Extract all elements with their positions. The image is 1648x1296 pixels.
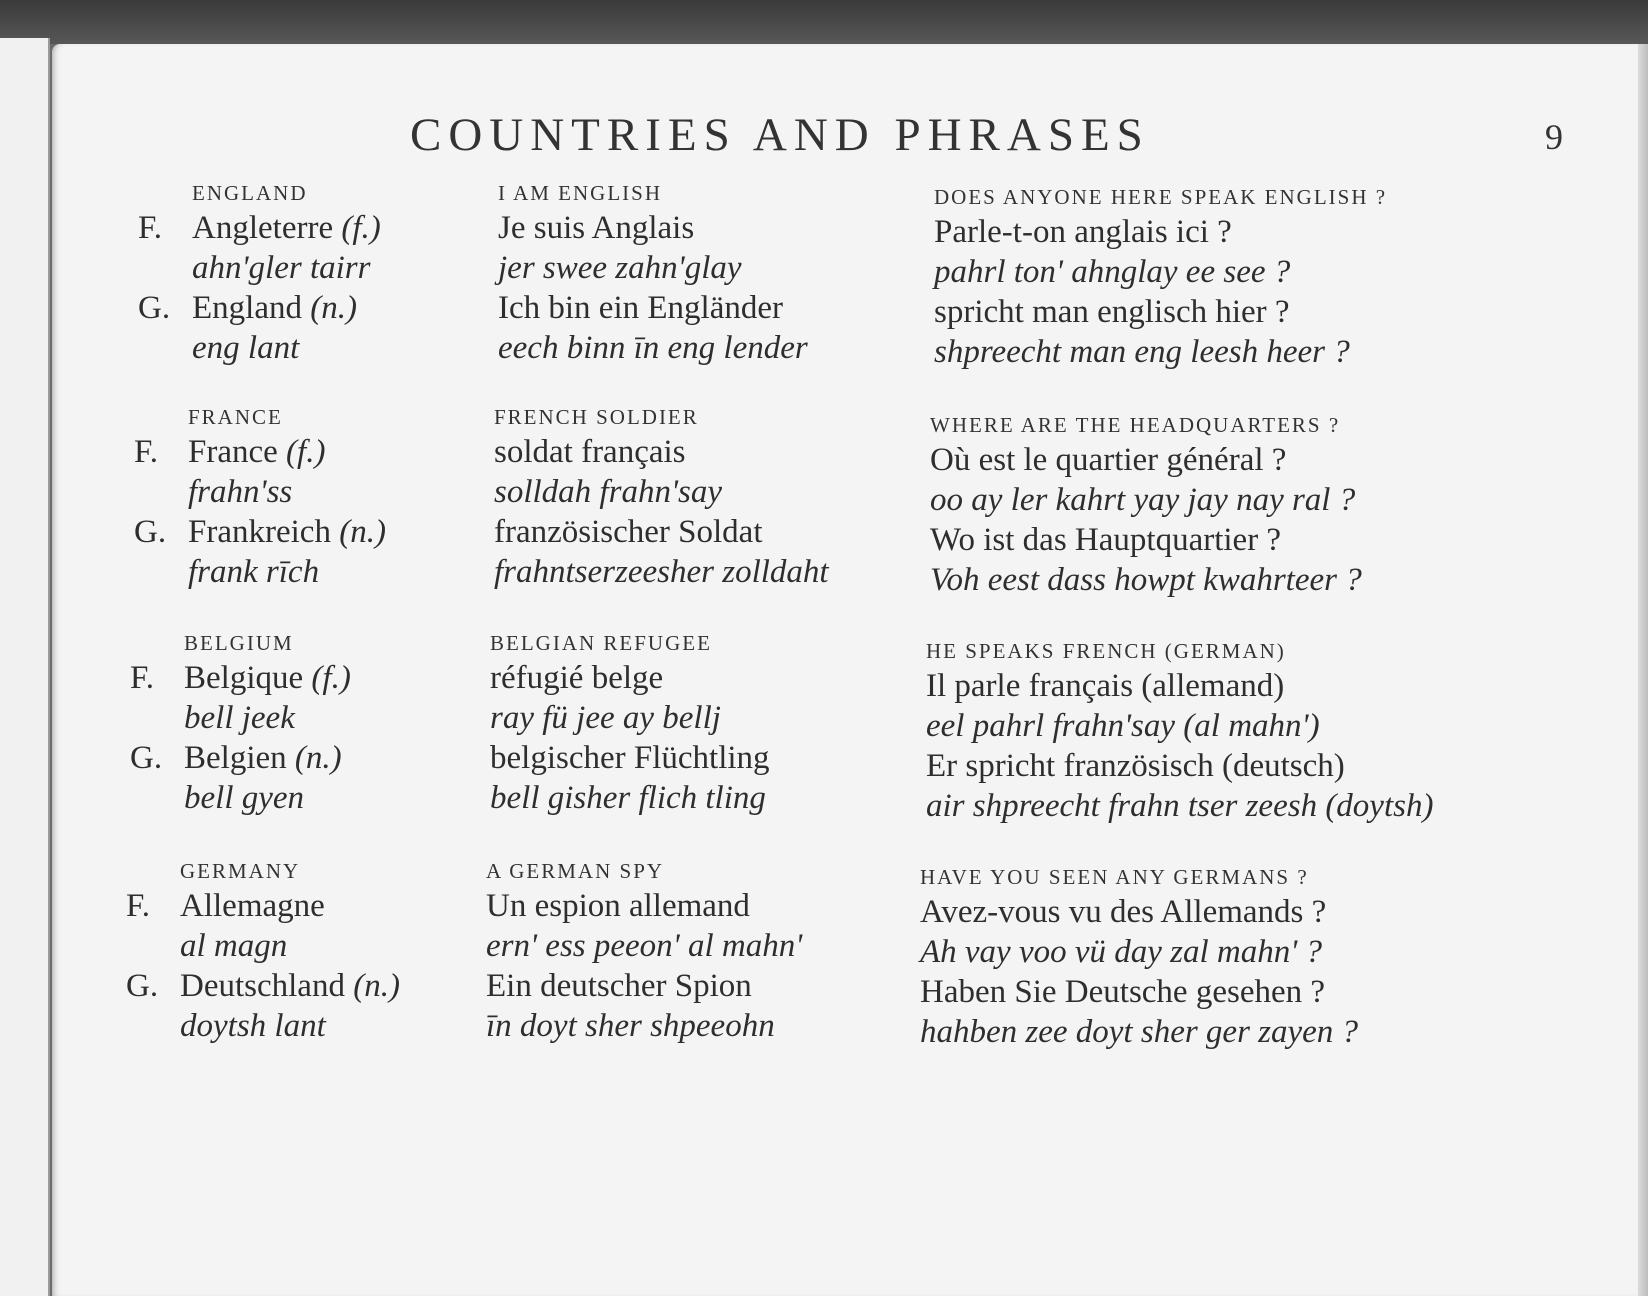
french-phrase: Je suis Anglais bbox=[498, 210, 695, 246]
french-word: France bbox=[188, 434, 278, 470]
french-gender: (f.) bbox=[286, 434, 326, 470]
german-pronunciation: Voh eest dass howpt kwahrteer ? bbox=[930, 562, 1362, 598]
german-label: G. bbox=[134, 514, 167, 550]
german-line bbox=[134, 512, 386, 552]
german-word: England bbox=[192, 290, 302, 326]
german-pronunciation: hahben zee doyt sher ger zayen ? bbox=[920, 1014, 1359, 1050]
page-title: COUNTRIES AND PHRASES bbox=[410, 109, 1150, 161]
german-label: G. bbox=[138, 290, 171, 326]
country-entry-england bbox=[138, 178, 381, 368]
french-pronunciation: ray fü jee ay bellj bbox=[490, 700, 721, 736]
phrase-entry-seen-germans bbox=[920, 862, 1358, 1052]
french-phrase: Parle-t-on anglais ici ? bbox=[934, 214, 1232, 250]
entry-heading: BELGIUM bbox=[184, 631, 294, 655]
german-gender: (n.) bbox=[294, 740, 342, 776]
facing-page-edge bbox=[0, 38, 50, 1296]
country-entry-belgium bbox=[130, 628, 351, 818]
german-label: G. bbox=[130, 740, 163, 776]
french-phrase: Où est le quartier général ? bbox=[930, 442, 1287, 478]
french-pronunciation: eel pahrl frahn'say (al mahn') bbox=[926, 708, 1320, 744]
french-phrase: Avez-vous vu des Allemands ? bbox=[920, 894, 1327, 930]
phrase-entry-french-soldier bbox=[494, 402, 829, 592]
german-phrase: französischer Soldat bbox=[494, 514, 763, 550]
entry-heading: I AM ENGLISH bbox=[498, 181, 662, 205]
german-pronunciation: doytsh lant bbox=[180, 1008, 326, 1044]
french-word: Belgique bbox=[184, 660, 304, 696]
french-label: F. bbox=[134, 434, 158, 470]
entry-heading: WHERE ARE THE HEADQUARTERS ? bbox=[930, 413, 1341, 437]
german-pronunciation: shpreecht man eng leesh heer ? bbox=[934, 334, 1350, 370]
entry-heading: A GERMAN SPY bbox=[486, 859, 665, 883]
french-line bbox=[134, 432, 386, 472]
german-pronunciation: frank rīch bbox=[188, 554, 320, 590]
french-pronunciation: ahn'gler tairr bbox=[192, 250, 371, 286]
french-label: F. bbox=[130, 660, 154, 696]
entry-heading: HE SPEAKS FRENCH (GERMAN) bbox=[926, 639, 1286, 663]
french-line bbox=[126, 886, 400, 926]
german-word: Deutschland bbox=[180, 968, 345, 1004]
french-pronunciation: al magn bbox=[180, 928, 288, 964]
german-pronunciation: air shpreecht frahn tser zeesh (doytsh) bbox=[926, 788, 1434, 824]
german-phrase: Haben Sie Deutsche gesehen ? bbox=[920, 974, 1326, 1010]
german-word: Belgien bbox=[184, 740, 287, 776]
german-label: G. bbox=[126, 968, 159, 1004]
country-entry-france bbox=[134, 402, 386, 592]
french-pronunciation: frahn'ss bbox=[188, 474, 293, 510]
country-entry-germany bbox=[126, 856, 400, 1046]
german-word: Frankreich bbox=[188, 514, 331, 550]
phrase-entry-belgian-refugee bbox=[490, 628, 770, 818]
german-pronunciation: īn doyt sher shpeeohn bbox=[486, 1008, 775, 1044]
phrase-entry-headquarters bbox=[930, 410, 1362, 600]
french-pronunciation: oo ay ler kahrt yay jay nay ral ? bbox=[930, 482, 1356, 518]
german-phrase: Ich bin ein Engländer bbox=[498, 290, 783, 326]
entry-heading: FRENCH SOLDIER bbox=[494, 405, 699, 429]
german-pronunciation: bell gyen bbox=[184, 780, 305, 816]
german-gender: (n.) bbox=[353, 968, 400, 1004]
french-phrase: réfugié belge bbox=[490, 660, 664, 696]
french-label: F. bbox=[138, 210, 162, 246]
french-phrase: soldat français bbox=[494, 434, 686, 470]
entry-heading: GERMANY bbox=[180, 859, 301, 883]
french-word: Allemagne bbox=[180, 888, 325, 924]
german-gender: (n.) bbox=[310, 290, 357, 326]
french-pronunciation: jer swee zahn'glay bbox=[498, 250, 742, 286]
french-word: Angleterre bbox=[192, 210, 334, 246]
german-pronunciation: bell gisher flich tling bbox=[490, 780, 766, 816]
german-pronunciation: frahntserzeesher zolldaht bbox=[494, 554, 829, 590]
german-line bbox=[130, 738, 351, 778]
scan-background-top bbox=[0, 0, 1648, 44]
phrase-entry-speak-english bbox=[934, 182, 1387, 372]
entry-heading: BELGIAN REFUGEE bbox=[490, 631, 712, 655]
entry-heading: DOES ANYONE HERE SPEAK ENGLISH ? bbox=[934, 185, 1388, 209]
page-number: 9 bbox=[1545, 117, 1563, 157]
french-pronunciation: pahrl ton' ahnglay ee see ? bbox=[934, 254, 1291, 290]
german-pronunciation: eng lant bbox=[192, 330, 300, 366]
french-line bbox=[138, 208, 381, 248]
french-pronunciation: bell jeek bbox=[184, 700, 295, 736]
german-gender: (n.) bbox=[339, 514, 386, 550]
german-line bbox=[126, 966, 400, 1006]
german-phrase: Ein deutscher Spion bbox=[486, 968, 752, 1004]
german-phrase: Er spricht französisch (deutsch) bbox=[926, 748, 1345, 784]
french-pronunciation: solldah frahn'say bbox=[494, 474, 722, 510]
french-phrase: Un espion allemand bbox=[486, 888, 750, 924]
phrase-entry-i-am-english bbox=[498, 178, 808, 368]
french-line bbox=[130, 658, 351, 698]
german-phrase: belgischer Flüchtling bbox=[490, 740, 770, 776]
french-pronunciation: ern' ess peeon' al mahn' bbox=[486, 928, 803, 964]
page-edge-shadow bbox=[1638, 44, 1648, 1296]
german-pronunciation: eech binn īn eng lender bbox=[498, 330, 808, 366]
german-line bbox=[138, 288, 381, 328]
french-gender: (f.) bbox=[311, 660, 351, 696]
german-phrase: spricht man englisch hier ? bbox=[934, 294, 1290, 330]
entry-heading: HAVE YOU SEEN ANY GERMANS ? bbox=[920, 865, 1309, 889]
french-phrase: Il parle français (allemand) bbox=[926, 668, 1285, 704]
entry-heading: FRANCE bbox=[188, 405, 283, 429]
french-gender: (f.) bbox=[341, 210, 381, 246]
french-pronunciation: Ah vay voo vü day zal mahn' ? bbox=[920, 934, 1323, 970]
phrase-entry-speaks-french bbox=[926, 636, 1433, 826]
phrase-entry-german-spy bbox=[486, 856, 802, 1046]
entry-heading: ENGLAND bbox=[192, 181, 308, 205]
german-phrase: Wo ist das Hauptquartier ? bbox=[930, 522, 1282, 558]
french-label: F. bbox=[126, 888, 150, 924]
